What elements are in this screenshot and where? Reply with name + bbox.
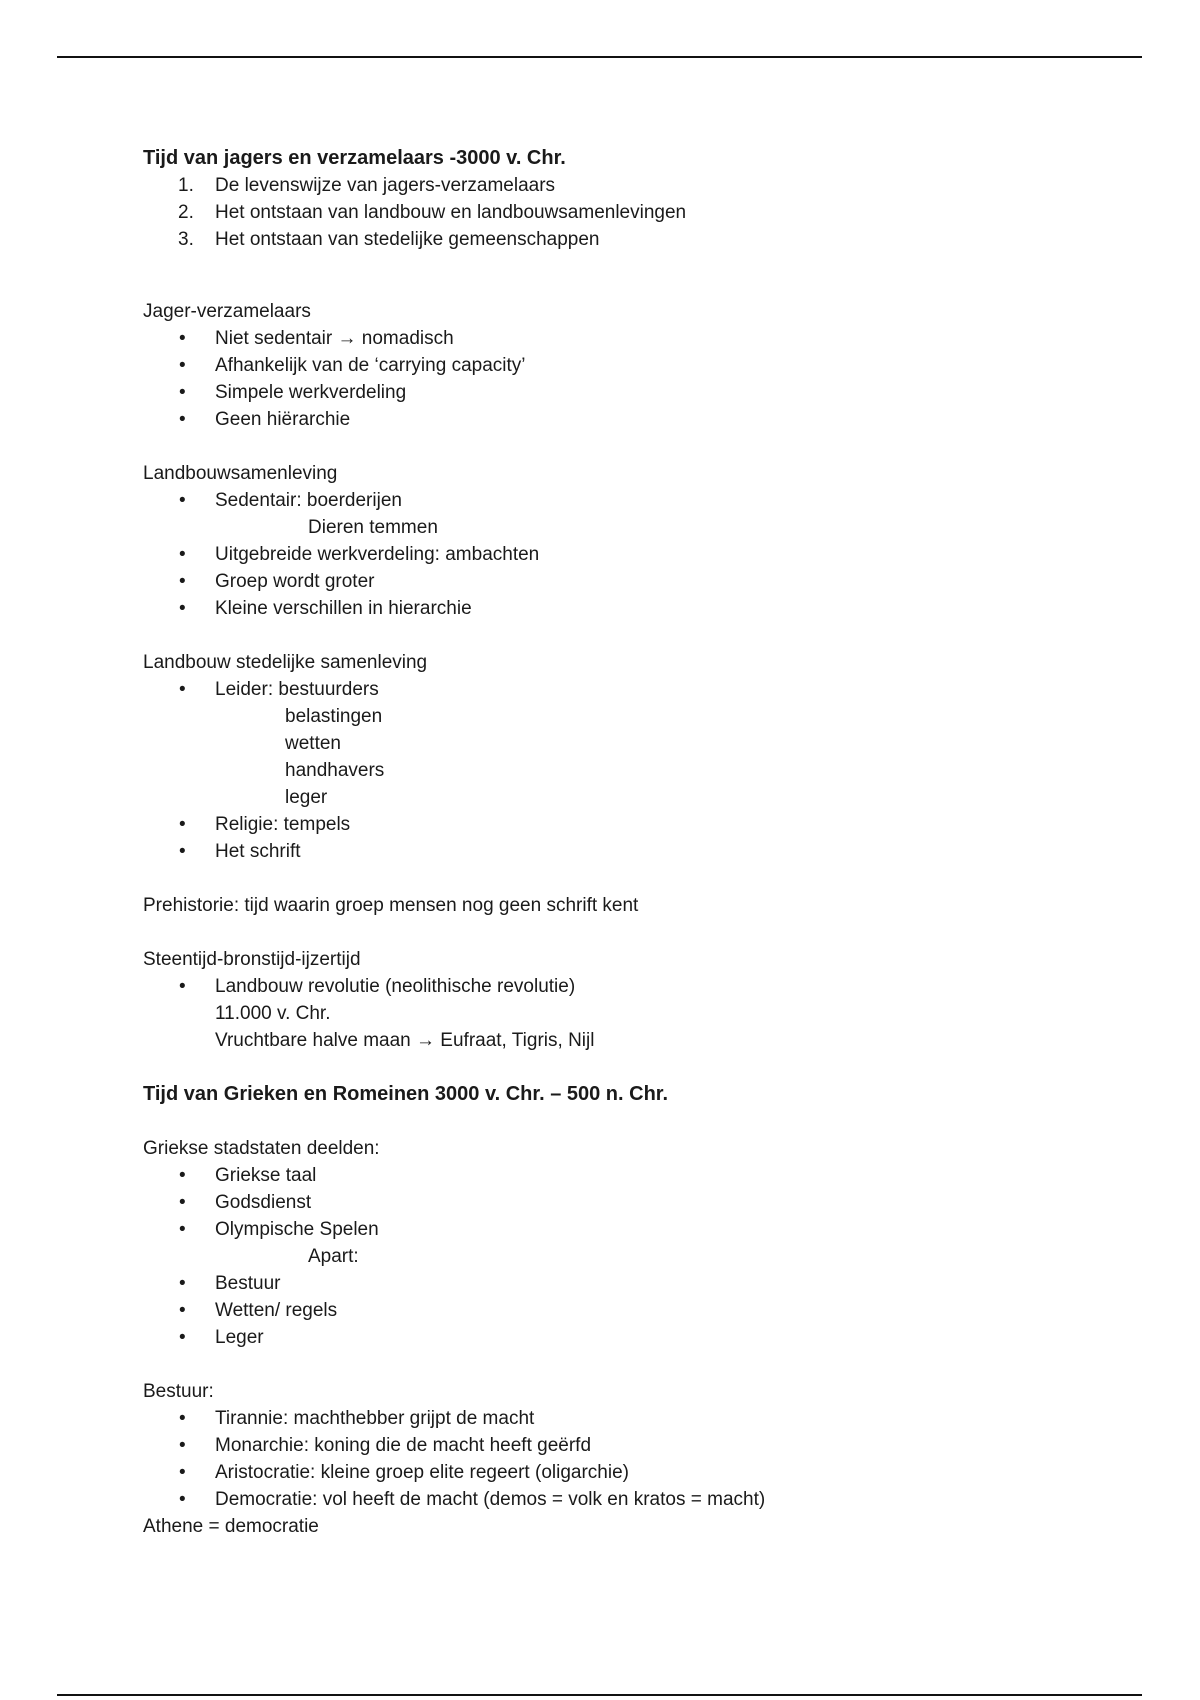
continuation-line — [143, 703, 1103, 730]
continuation-text: Dieren temmen — [308, 517, 438, 538]
bullet-icon: • — [179, 1489, 186, 1510]
bullet-item — [143, 1486, 1103, 1513]
heading: Jager-verzamelaars — [143, 301, 311, 322]
continuation-text: handhavers — [285, 760, 385, 781]
bullet-item — [143, 811, 1103, 838]
item-number: 1. — [178, 175, 194, 196]
section-title: Tijd van jagers en verzamelaars -3000 v. Chr. — [143, 147, 566, 169]
continuation-line — [143, 730, 1103, 757]
continuation-line — [143, 514, 1103, 541]
bullet-icon: • — [179, 1300, 186, 1321]
item-text: De levenswijze van jagers-verzamelaars — [215, 175, 556, 196]
bullet-item — [143, 1189, 1103, 1216]
item-text: Tirannie: machthebber grijpt de macht — [215, 1408, 535, 1429]
numbered-item — [143, 199, 1103, 226]
bullet-icon: • — [179, 976, 186, 997]
item-text: Wetten/ regels — [215, 1300, 338, 1321]
bullet-icon: • — [179, 1408, 186, 1429]
item-text: Godsdienst — [215, 1192, 312, 1213]
item-text: Olympische Spelen — [215, 1219, 379, 1240]
item-text: Groep wordt groter — [215, 571, 375, 592]
item-text: Sedentair: boerderijen — [215, 490, 402, 511]
numbered-item — [143, 172, 1103, 199]
document-body — [143, 145, 1103, 1540]
bullet-item — [143, 1297, 1103, 1324]
bullet-icon: • — [179, 355, 186, 376]
bullet-item — [143, 1432, 1103, 1459]
bullet-item — [143, 379, 1103, 406]
bullet-icon: • — [179, 1327, 186, 1348]
bullet-icon: • — [179, 1192, 186, 1213]
heading: Steentijd-bronstijd-ijzertijd — [143, 949, 361, 970]
item-text: Niet sedentair → nomadisch — [215, 328, 454, 349]
item-text: Uitgebreide werkverdeling: ambachten — [215, 544, 540, 565]
heading: Landbouw stedelijke samenleving — [143, 652, 428, 673]
item-text: Monarchie: koning die de macht heeft geërfd — [215, 1435, 592, 1456]
bullet-icon: • — [179, 544, 186, 565]
bullet-icon: • — [179, 1165, 186, 1186]
continuation-text: wetten — [285, 733, 341, 754]
bullet-icon: • — [179, 1435, 186, 1456]
continuation-text: 11.000 v. Chr. — [215, 1003, 331, 1024]
bullet-icon: • — [179, 409, 186, 430]
bullet-item — [143, 1459, 1103, 1486]
item-number: 3. — [178, 229, 194, 250]
item-text: Geen hiërarchie — [215, 409, 351, 430]
item-text: Bestuur — [215, 1273, 281, 1294]
bullet-item — [143, 325, 1103, 352]
bullet-icon: • — [179, 814, 186, 835]
bullet-icon: • — [179, 328, 186, 349]
bullet-icon: • — [179, 1219, 186, 1240]
bullet-icon: • — [179, 382, 186, 403]
bullet-item — [143, 487, 1103, 514]
continuation-line — [143, 784, 1103, 811]
heading: Bestuur: — [143, 1381, 214, 1402]
apart-label: Apart: — [308, 1246, 359, 1267]
item-text: Leger — [215, 1327, 264, 1348]
bullet-icon: • — [179, 571, 186, 592]
item-text: Leider: bestuurders — [215, 679, 379, 700]
bullet-item — [143, 1216, 1103, 1243]
header-rule — [57, 56, 1142, 58]
paragraph: Prehistorie: tijd waarin groep mensen nog geen schrift kent — [143, 895, 639, 916]
bullet-item — [143, 1405, 1103, 1432]
bullet-item — [143, 595, 1103, 622]
item-text: Het ontstaan van stedelijke gemeenschappen — [215, 229, 600, 250]
bullet-item — [143, 352, 1103, 379]
bullet-icon: • — [179, 841, 186, 862]
bullet-icon: • — [179, 598, 186, 619]
bullet-item — [143, 973, 1103, 1000]
item-text: Landbouw revolutie (neolithische revolutie) — [215, 976, 576, 997]
bullet-item — [143, 1162, 1103, 1189]
heading: Griekse stadstaten deelden: — [143, 1138, 380, 1159]
item-text: Het schrift — [215, 841, 301, 862]
continuation-text: belastingen — [285, 706, 383, 727]
bullet-item — [143, 1324, 1103, 1351]
bullet-item — [143, 541, 1103, 568]
item-text: Afhankelijk van de ‘carrying capacity’ — [215, 355, 526, 376]
continuation-line — [143, 1027, 1103, 1054]
bullet-item — [143, 568, 1103, 595]
bullet-icon: • — [179, 490, 186, 511]
item-text: Simpele werkverdeling — [215, 382, 407, 403]
bullet-icon: • — [179, 679, 186, 700]
continuation-line — [143, 757, 1103, 784]
bullet-icon: • — [179, 1462, 186, 1483]
item-number: 2. — [178, 202, 194, 223]
numbered-item — [143, 226, 1103, 253]
item-text: Het ontstaan van landbouw en landbouwsamenlevingen — [215, 202, 687, 223]
continuation-text: leger — [285, 787, 328, 808]
bullet-item — [143, 1270, 1103, 1297]
bullet-item — [143, 406, 1103, 433]
heading: Landbouwsamenleving — [143, 463, 338, 484]
continuation-line — [143, 1243, 1103, 1270]
bullet-icon: • — [179, 1273, 186, 1294]
item-text: Religie: tempels — [215, 814, 351, 835]
item-text: Griekse taal — [215, 1165, 317, 1186]
continuation-line — [143, 1000, 1103, 1027]
item-text: Democratie: vol heeft de macht (demos = volk en kratos = macht) — [215, 1489, 766, 1510]
paragraph: Athene = democratie — [143, 1516, 319, 1537]
continuation-text: Vruchtbare halve maan → Eufraat, Tigris, Nijl — [215, 1030, 595, 1051]
footer-rule — [57, 1694, 1142, 1696]
section-title: Tijd van Grieken en Romeinen 3000 v. Chr. – 500 n. Chr. — [143, 1083, 669, 1105]
bullet-item — [143, 676, 1103, 703]
item-text: Kleine verschillen in hierarchie — [215, 598, 472, 619]
bullet-item — [143, 838, 1103, 865]
item-text: Aristocratie: kleine groep elite regeert (oligarchie) — [215, 1462, 629, 1483]
